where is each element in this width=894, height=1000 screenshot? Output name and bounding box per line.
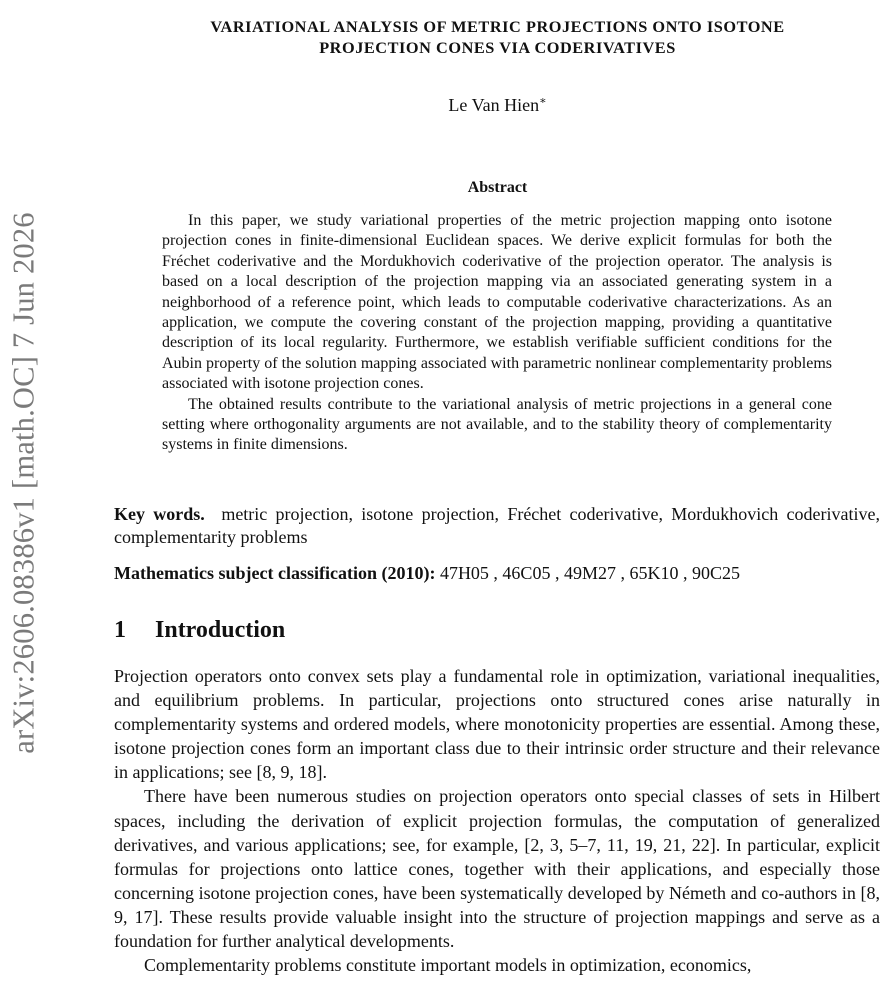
abstract-paragraph-1: In this paper, we study variational properties of the metric projection mapping onto isotone projection cones in finite-dimensional Euclidean spaces. We derive explicit formulas for both the Fréchet coderivative and the Mordukhovich coderivative of the projection operator. The analysis is based on a local description of the projection mapping via an associated generating system in a neighborhood of a reference point, which leads to computable coderivative characterizations. As an application, we compute the covering constant of the projection mapping, providing a quantitative description of its local regularity. Furthermore, we establish verifiable sufficient conditions for the Aubin property of the solution mapping associated with parametric nonlinear complementarity problems associated with isotone projection cones. bbox=[162, 212, 832, 393]
body-paragraph-1: Projection operators onto convex sets play a fundamental role in optimization, variational inequalities, and equilibrium problems. In particular, projections onto structured cones arise naturally in complementarity systems and ordered models, where monotonicity properties are essential. Among these, isotone projection cones form an important class due to their intrinsic order structure and their relevance in applications; see [8, 9, 18]. bbox=[114, 666, 880, 783]
author-footnote-mark: ∗ bbox=[539, 95, 547, 107]
section-title: Introduction bbox=[155, 617, 286, 643]
section-number: 1 bbox=[114, 617, 126, 643]
author-name: Le Van Hien bbox=[448, 95, 540, 115]
keywords bbox=[114, 503, 880, 549]
body-paragraph-2: There have been numerous studies on projection operators onto special classes of sets in Hilbert spaces, including the derivation of explicit projection formulas, the computation of generalized derivatives, and various applications; see, for example, [2, 3, 5–7, 11, 19, 21, 22]. In particular, explicit formulas for projections onto lattice cones, together with their applications, and especially those concerning isotone projection cones, have been systematically developed by Németh and co-authors in [8, 9, 17]. These results provide valuable insight into the structure of projection mappings and serve as a foundation for further analytical developments. bbox=[114, 786, 880, 952]
msc-codes: 47H05 , 46C05 , 49M27 , 65K10 , 90C25 bbox=[439, 563, 740, 583]
abstract-heading: Abstract bbox=[467, 179, 528, 196]
arxiv-sidebar bbox=[2, 212, 46, 754]
title-line-1: VARIATIONAL ANALYSIS OF METRIC PROJECTIONS ONTO ISOTONE bbox=[210, 17, 785, 36]
section-heading bbox=[114, 615, 285, 645]
paper-title bbox=[115, 16, 880, 58]
abstract-paragraph-2: The obtained results contribute to the variational analysis of metric projections in a general cone setting where orthogonality arguments are not available, and to the stability theory of complementarity systems in finite dimensions. bbox=[162, 395, 832, 454]
subject-classification bbox=[114, 562, 894, 585]
abstract-body bbox=[162, 211, 832, 456]
arxiv-identifier: arXiv:2606.08386v1 [math.OC] 7 Jun 2026 bbox=[6, 212, 41, 754]
author-line bbox=[115, 89, 880, 117]
introduction-body bbox=[114, 664, 880, 977]
keywords-label: Key words. bbox=[114, 504, 205, 524]
keywords-text: metric projection, isotone projection, Fréchet coderivative, Mordukhovich coderivative, complementarity problems bbox=[114, 504, 880, 547]
title-line-2: PROJECTION CONES VIA CODERIVATIVES bbox=[319, 38, 676, 57]
body-paragraph-3: Complementarity problems constitute important models in optimization, economics, bbox=[144, 955, 752, 976]
msc-label: Mathematics subject classification (2010): bbox=[114, 563, 436, 583]
